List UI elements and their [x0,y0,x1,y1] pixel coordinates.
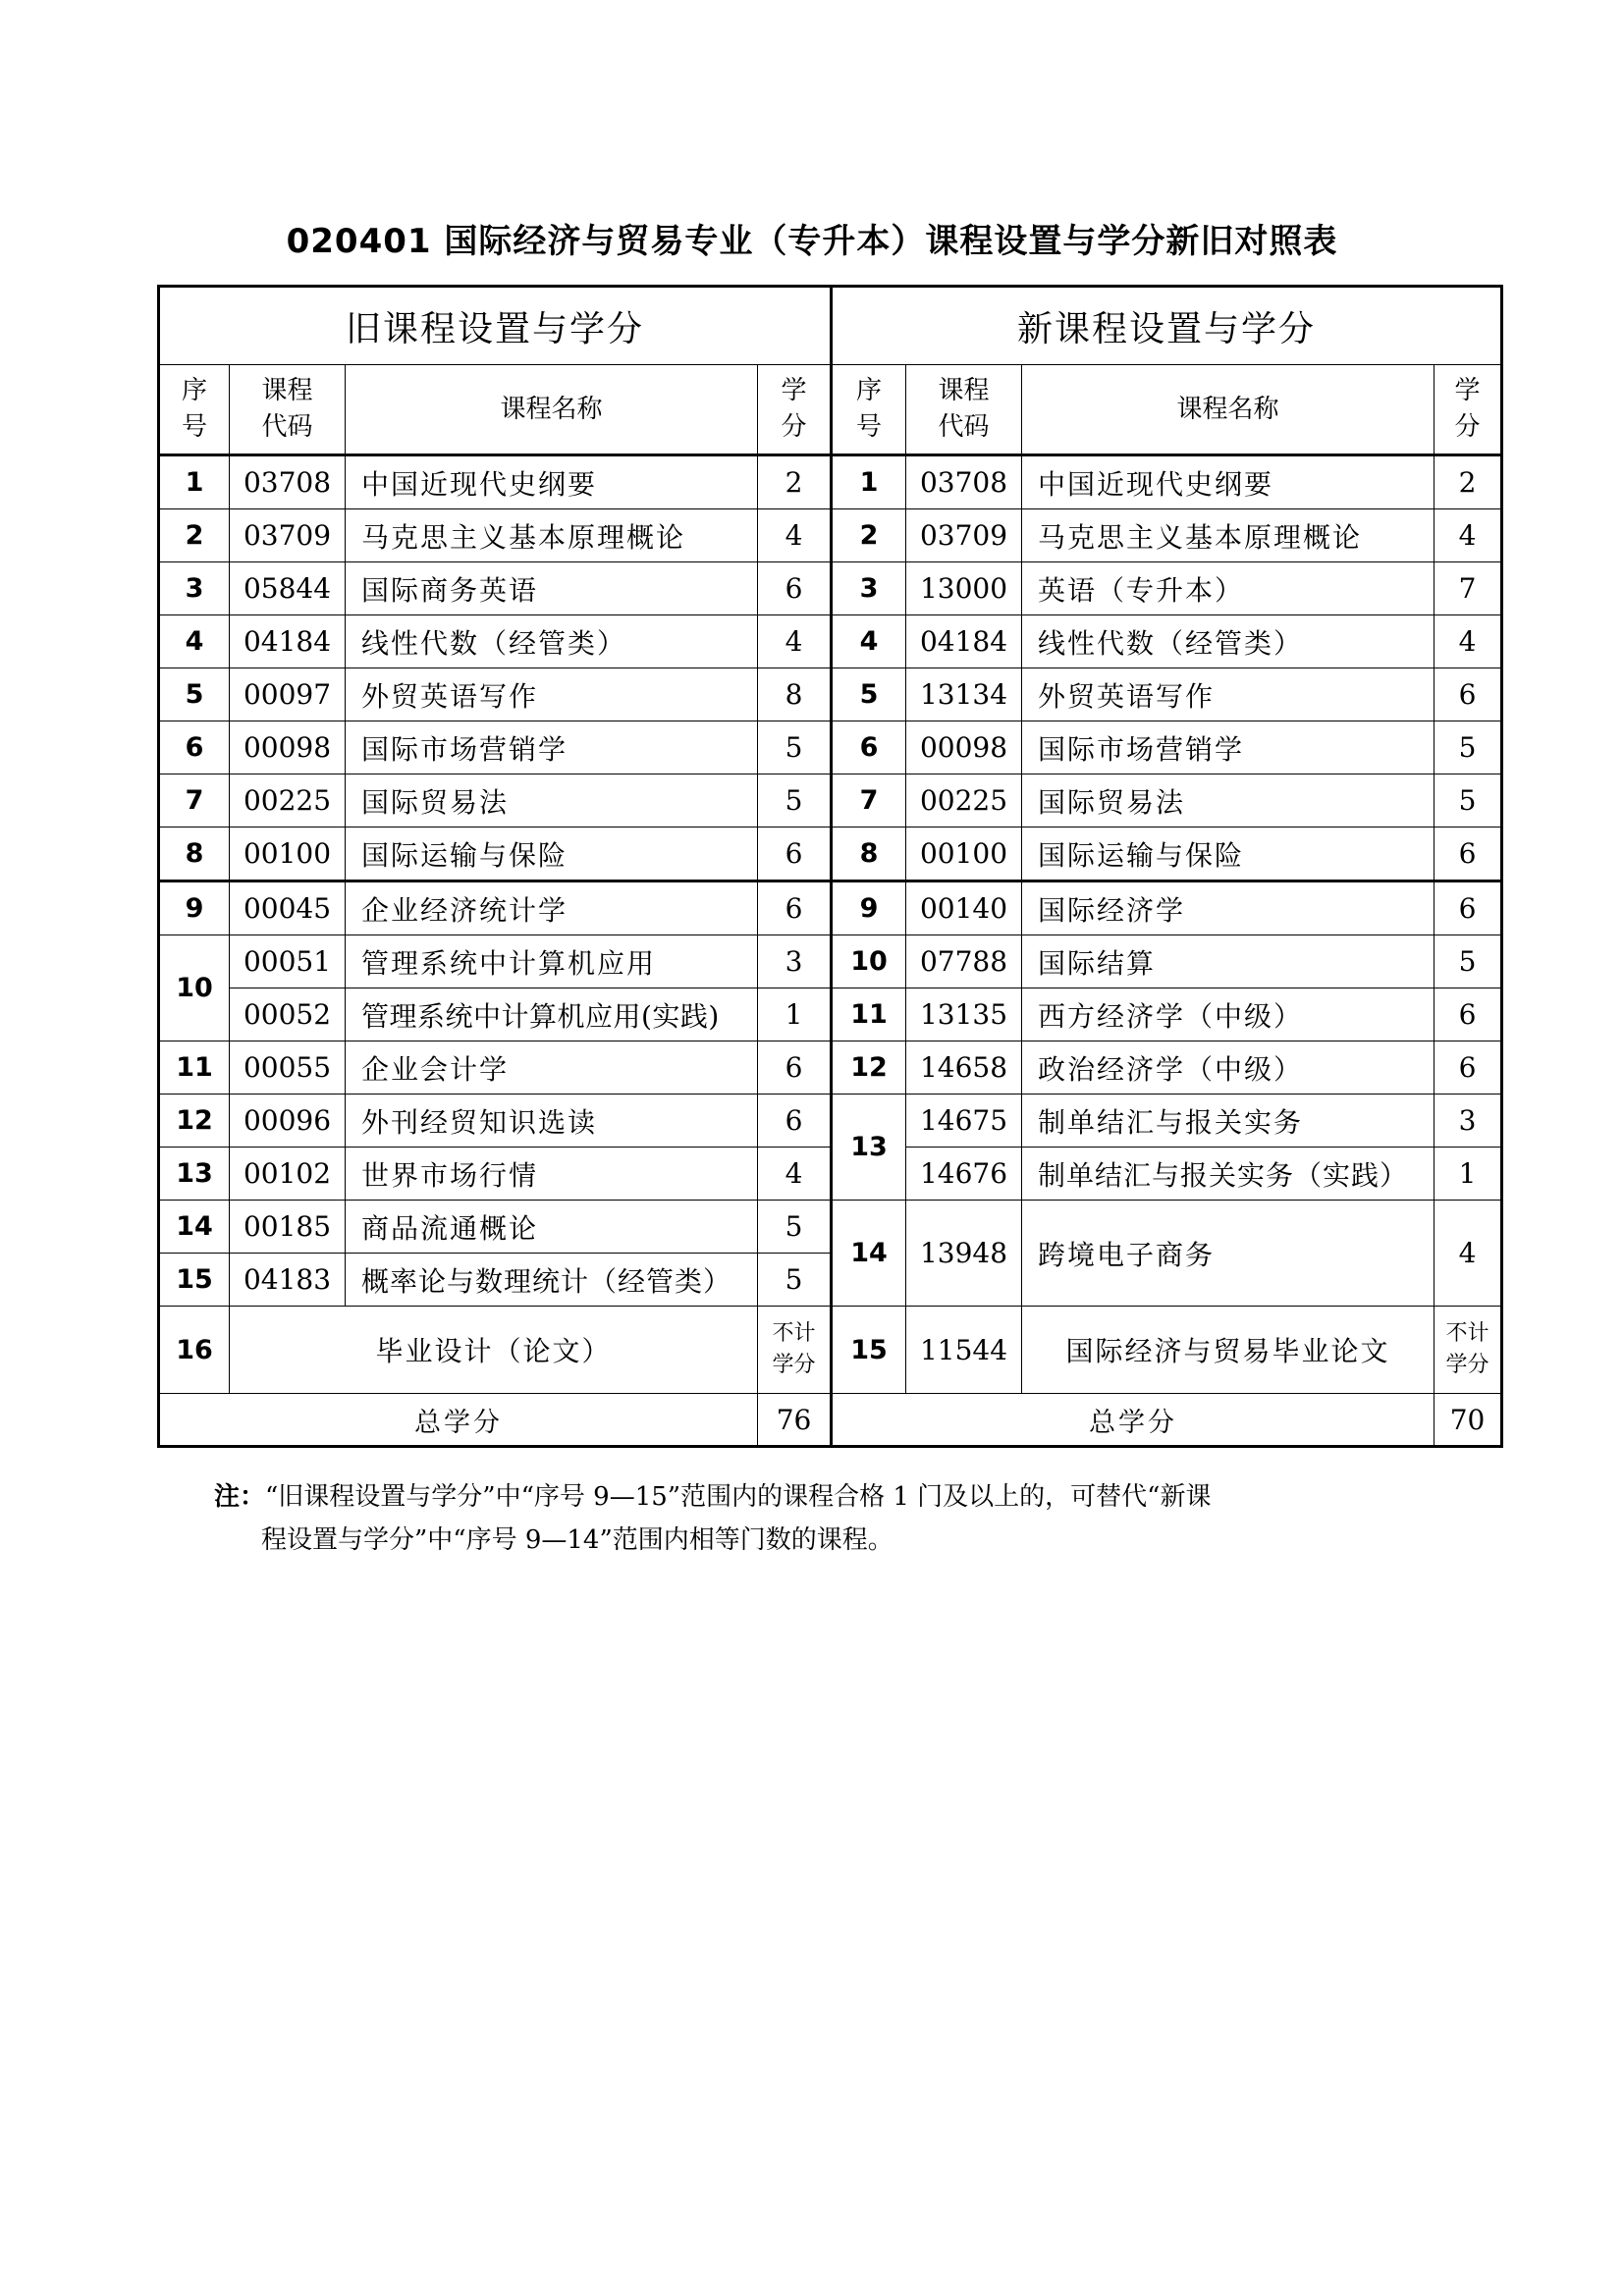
new-seq: 3 [832,562,906,615]
new-name: 国际经济学 [1022,881,1435,935]
old-code: 00045 [230,881,346,935]
new-code: 14676 [906,1148,1022,1201]
new-seq: 12 [832,1041,906,1095]
table-row [159,721,1502,774]
new-credit: 4 [1435,509,1502,562]
table-row [159,881,1502,935]
new-code: 00098 [906,721,1022,774]
old-name: 管理系统中计算机应用 [346,935,758,988]
old-credit: 4 [758,615,832,668]
header-text: 号 [856,412,883,442]
old-name: 国际运输与保险 [346,828,758,881]
table-row [159,988,1502,1041]
new-code: 03708 [906,455,1022,509]
credit-text: 不计 [772,1321,816,1346]
new-name: 制单结汇与报关实务 [1022,1095,1435,1148]
new-name: 跨境电子商务 [1022,1201,1435,1307]
new-seq: 9 [832,881,906,935]
new-code: 13000 [906,562,1022,615]
new-code: 14658 [906,1041,1022,1095]
old-code: 00102 [230,1148,346,1201]
new-name: 西方经济学（中级） [1022,988,1435,1041]
new-name: 国际经济与贸易毕业论文 [1022,1307,1435,1394]
old-code: 03709 [230,509,346,562]
old-seq: 12 [159,1095,230,1148]
old-code: 00098 [230,721,346,774]
new-name: 马克思主义基本原理概论 [1022,509,1435,562]
old-seq: 11 [159,1041,230,1095]
old-name: 国际贸易法 [346,774,758,828]
old-seq: 16 [159,1307,230,1394]
old-code-header [230,365,346,455]
old-name: 外刊经贸知识选读 [346,1095,758,1148]
new-code: 13134 [906,668,1022,721]
new-name: 英语（专升本） [1022,562,1435,615]
credit-text: 学分 [1445,1353,1489,1377]
old-credit: 4 [758,1148,832,1201]
old-seq: 9 [159,881,230,935]
old-credit: 2 [758,455,832,509]
old-name: 中国近现代史纲要 [346,455,758,509]
old-name: 外贸英语写作 [346,668,758,721]
footnote-line2: 程设置与学分”中“序号 9—14”范围内相等门数的课程。 [261,1525,893,1555]
old-code: 00185 [230,1201,346,1254]
old-credit: 3 [758,935,832,988]
credit-text: 不计 [1445,1321,1489,1346]
table-row [159,562,1502,615]
new-seq: 5 [832,668,906,721]
course-comparison-table [157,285,1503,1448]
new-seq: 11 [832,988,906,1041]
new-seq: 15 [832,1307,906,1394]
old-credit-header [758,365,832,455]
new-seq: 2 [832,509,906,562]
old-seq: 10 [159,935,230,1041]
old-seq: 4 [159,615,230,668]
new-code: 00225 [906,774,1022,828]
header-text: 学 [1454,376,1481,405]
old-total-value: 76 [758,1394,832,1447]
old-credit: 6 [758,881,832,935]
old-code: 05844 [230,562,346,615]
old-credit: 5 [758,1201,832,1254]
old-credit: 5 [758,774,832,828]
new-seq: 10 [832,935,906,988]
old-credit: 8 [758,668,832,721]
old-credit: 5 [758,721,832,774]
old-credit: 4 [758,509,832,562]
table-row [159,1095,1502,1148]
new-credit: 6 [1435,668,1502,721]
old-credit: 6 [758,1095,832,1148]
new-seq: 13 [832,1095,906,1201]
old-credit: 6 [758,1041,832,1095]
old-code: 00225 [230,774,346,828]
new-seq: 4 [832,615,906,668]
new-name: 中国近现代史纲要 [1022,455,1435,509]
old-name: 商品流通概论 [346,1201,758,1254]
old-name: 企业会计学 [346,1041,758,1095]
new-code: 13948 [906,1201,1022,1307]
new-credit: 1 [1435,1148,1502,1201]
table-row [159,615,1502,668]
new-code: 07788 [906,935,1022,988]
new-credit: 5 [1435,721,1502,774]
header-text: 分 [1454,412,1481,442]
footnote-line1: “旧课程设置与学分”中“序号 9—15”范围内的课程合格 1 门及以上的，可替代“新课 [265,1482,1212,1512]
old-code: 00097 [230,668,346,721]
new-name: 国际运输与保险 [1022,828,1435,881]
old-name: 世界市场行情 [346,1148,758,1201]
new-name: 国际贸易法 [1022,774,1435,828]
header-text: 学 [781,376,807,405]
table-row [159,774,1502,828]
credit-text: 学分 [772,1353,816,1377]
new-credit: 6 [1435,1041,1502,1095]
old-seq: 5 [159,668,230,721]
old-seq: 13 [159,1148,230,1201]
new-credit [1435,1307,1502,1394]
old-seq: 3 [159,562,230,615]
new-seq: 7 [832,774,906,828]
new-credit: 6 [1435,881,1502,935]
header-text: 号 [181,412,207,442]
header-text: 分 [781,412,807,442]
old-seq: 6 [159,721,230,774]
old-seq: 1 [159,455,230,509]
new-credit: 4 [1435,615,1502,668]
new-name: 线性代数（经管类） [1022,615,1435,668]
new-name: 国际结算 [1022,935,1435,988]
old-code: 03708 [230,455,346,509]
new-code: 11544 [906,1307,1022,1394]
new-credit: 6 [1435,988,1502,1041]
header-text: 代码 [261,412,313,442]
new-code: 03709 [906,509,1022,562]
old-credit: 1 [758,988,832,1041]
table-row [159,1307,1502,1394]
new-code: 00140 [906,881,1022,935]
table-row [159,1148,1502,1201]
old-name: 概率论与数理统计（经管类） [346,1254,758,1307]
table-row [159,828,1502,881]
new-code: 13135 [906,988,1022,1041]
old-name-header: 课程名称 [346,365,758,455]
old-code: 04183 [230,1254,346,1307]
new-credit: 5 [1435,774,1502,828]
header-text: 序 [856,376,883,405]
new-name-header: 课程名称 [1022,365,1435,455]
table-row [159,1201,1502,1254]
new-total-label: 总学分 [832,1394,1435,1447]
page-title: 020401 国际经济与贸易专业（专升本）课程设置与学分新旧对照表 [286,222,1338,261]
old-credit: 6 [758,828,832,881]
old-name: 国际市场营销学 [346,721,758,774]
table-row [159,668,1502,721]
header-text: 课程 [261,376,313,405]
footnote [214,1475,1481,1562]
new-code-header [906,365,1022,455]
old-code: 00100 [230,828,346,881]
old-code: 04184 [230,615,346,668]
old-code: 00051 [230,935,346,988]
old-section-title: 旧课程设置与学分 [159,287,832,365]
new-code: 04184 [906,615,1022,668]
new-credit: 7 [1435,562,1502,615]
old-seq: 8 [159,828,230,881]
section-header-row [159,287,1502,365]
old-name: 管理系统中计算机应用(实践) [346,988,758,1041]
new-name: 国际市场营销学 [1022,721,1435,774]
new-credit: 6 [1435,828,1502,881]
old-seq: 7 [159,774,230,828]
new-seq-header [832,365,906,455]
old-seq-header [159,365,230,455]
total-row [159,1394,1502,1447]
old-code: 00055 [230,1041,346,1095]
new-credit: 2 [1435,455,1502,509]
new-credit: 5 [1435,935,1502,988]
table-row [159,935,1502,988]
new-total-value: 70 [1435,1394,1502,1447]
old-name: 马克思主义基本原理概论 [346,509,758,562]
old-credit: 6 [758,562,832,615]
table-row [159,455,1502,509]
new-name: 政治经济学（中级） [1022,1041,1435,1095]
old-seq: 14 [159,1201,230,1254]
new-section-title: 新课程设置与学分 [832,287,1502,365]
new-seq: 1 [832,455,906,509]
old-code: 00096 [230,1095,346,1148]
old-name: 线性代数（经管类） [346,615,758,668]
old-credit: 5 [758,1254,832,1307]
new-credit-header [1435,365,1502,455]
table-row [159,1041,1502,1095]
new-credit: 4 [1435,1201,1502,1307]
old-credit [758,1307,832,1394]
new-code: 14675 [906,1095,1022,1148]
old-name: 毕业设计（论文） [230,1307,758,1394]
new-seq: 6 [832,721,906,774]
new-credit: 3 [1435,1095,1502,1148]
table-row [159,509,1502,562]
header-text: 代码 [938,412,990,442]
footnote-lead: 注： [214,1482,266,1512]
header-text: 序 [181,376,207,405]
old-code: 00052 [230,988,346,1041]
old-total-label: 总学分 [159,1394,758,1447]
new-name: 外贸英语写作 [1022,668,1435,721]
new-seq: 14 [832,1201,906,1307]
new-name: 制单结汇与报关实务（实践） [1022,1148,1435,1201]
column-header-row [159,365,1502,455]
new-seq: 8 [832,828,906,881]
old-name: 企业经济统计学 [346,881,758,935]
old-seq: 2 [159,509,230,562]
old-name: 国际商务英语 [346,562,758,615]
old-seq: 15 [159,1254,230,1307]
new-code: 00100 [906,828,1022,881]
header-text: 课程 [938,376,990,405]
